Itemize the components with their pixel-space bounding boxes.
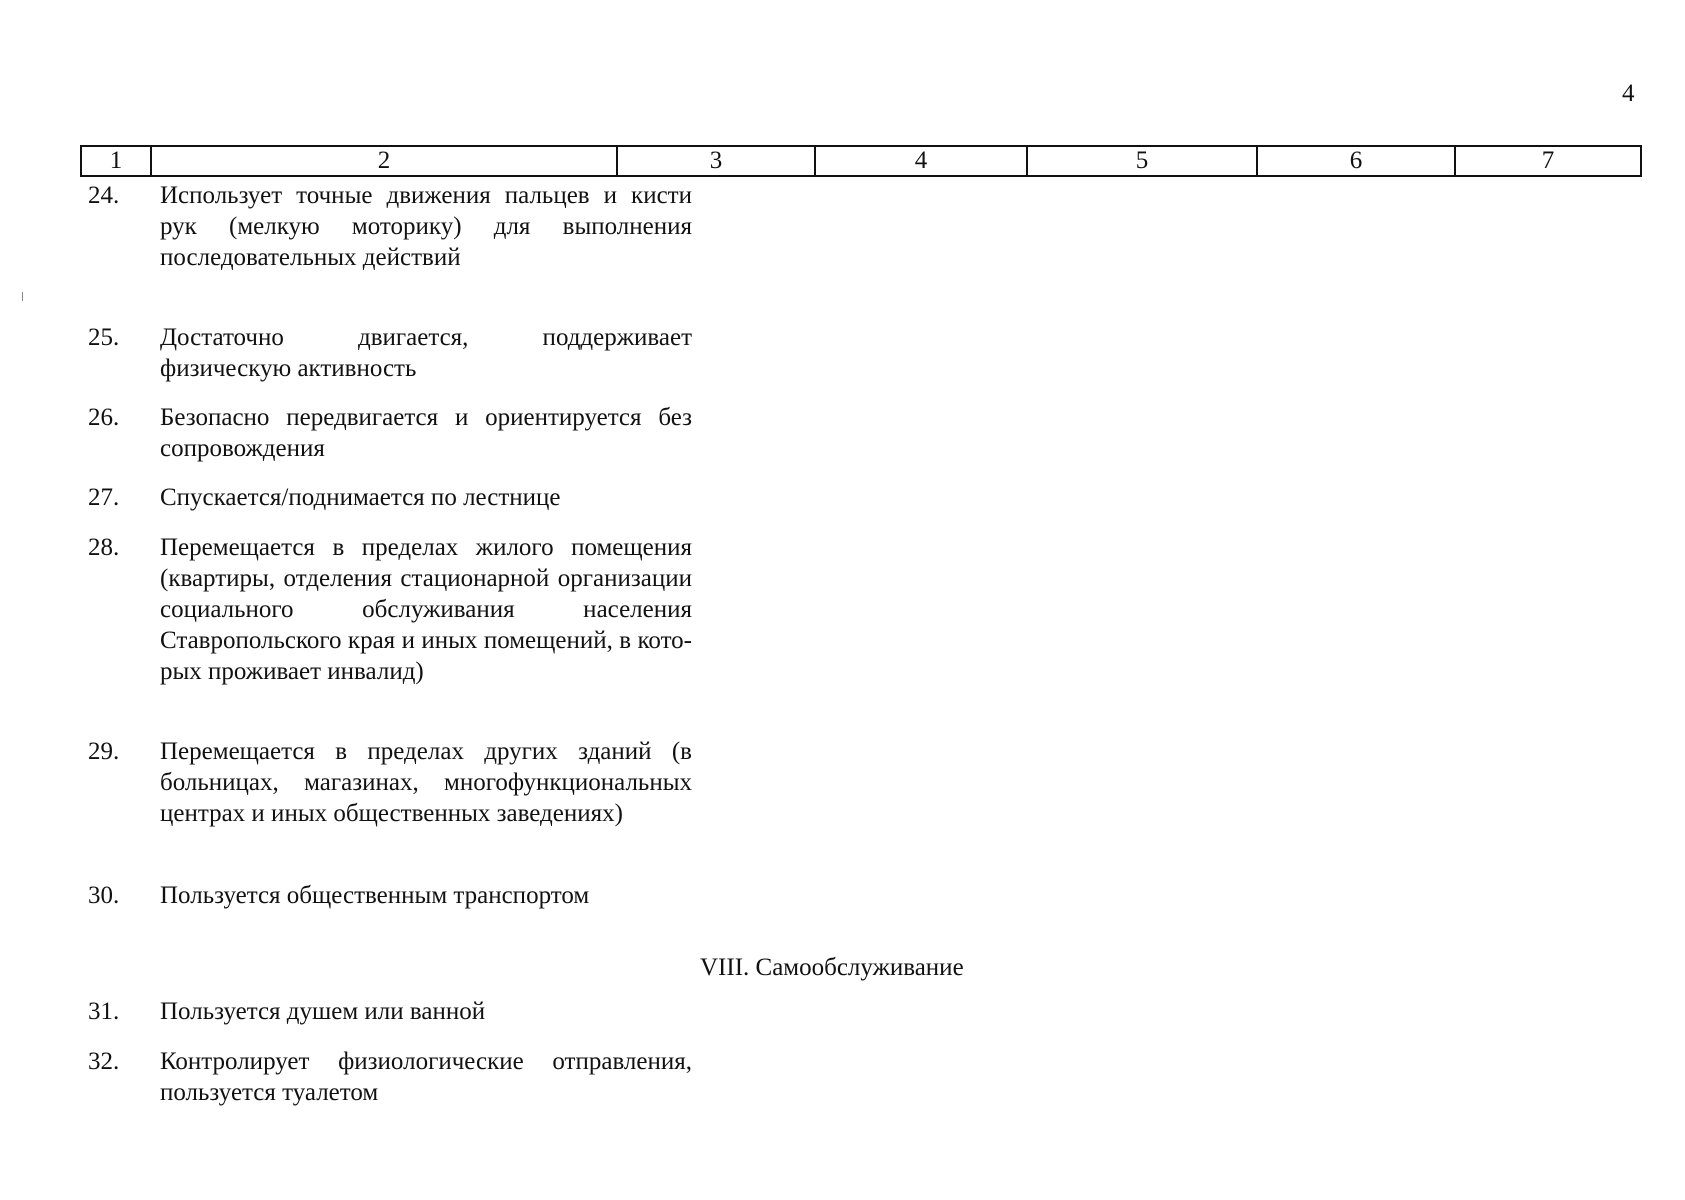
header-col-6: 6 (1257, 146, 1455, 176)
item-number: 26. (88, 404, 120, 431)
item-number: 24. (88, 182, 120, 209)
header-col-7: 7 (1455, 146, 1641, 176)
header-col-3: 3 (617, 146, 815, 176)
item-text: Безопасно передвигается и ориентируется без сопровождения (160, 404, 692, 462)
item-text: Перемещается в пределах других зданий (в больницах, магазинах, многофункциональных центрах и иных общественных заведениях) (160, 738, 692, 827)
item-number: 29. (88, 738, 120, 765)
item-text: Спускается/поднимается по лестнице (160, 484, 561, 511)
item-text: Пользуется душем или ванной (160, 998, 486, 1025)
item-number: 30. (88, 882, 120, 909)
item-text: Контролирует физиологические отправления, пользуется туалетом (160, 1048, 692, 1106)
header-col-5: 5 (1027, 146, 1257, 176)
header-col-2: 2 (151, 146, 617, 176)
item-text: Перемещается в пределах жилого помещения (квартиры, отделения стационарной организации социального обслуживания населения Ставропольского края и иных помещений, в которых проживает инвалид) (160, 534, 692, 685)
item-text: Достаточно двигается, поддерживает физическую активность (160, 324, 692, 382)
header-col-4: 4 (815, 146, 1027, 176)
item-number: 32. (88, 1048, 120, 1075)
item-text: Пользуется общественным транспортом (160, 882, 590, 909)
item-number: 27. (88, 484, 120, 511)
item-number: 28. (88, 534, 120, 561)
column-header-table (80, 145, 1642, 177)
page-number: 4 (1622, 80, 1635, 107)
header-row (81, 146, 1641, 176)
scan-artifact-mark (22, 292, 23, 301)
header-col-1: 1 (81, 146, 151, 176)
item-number: 31. (88, 998, 120, 1025)
item-text: Использует точные движения пальцев и кисти рук (мелкую моторику) для выполнения последовательных действий (160, 182, 692, 271)
item-number: 25. (88, 324, 120, 351)
section-heading: VIII. Самообслуживание (700, 954, 964, 981)
